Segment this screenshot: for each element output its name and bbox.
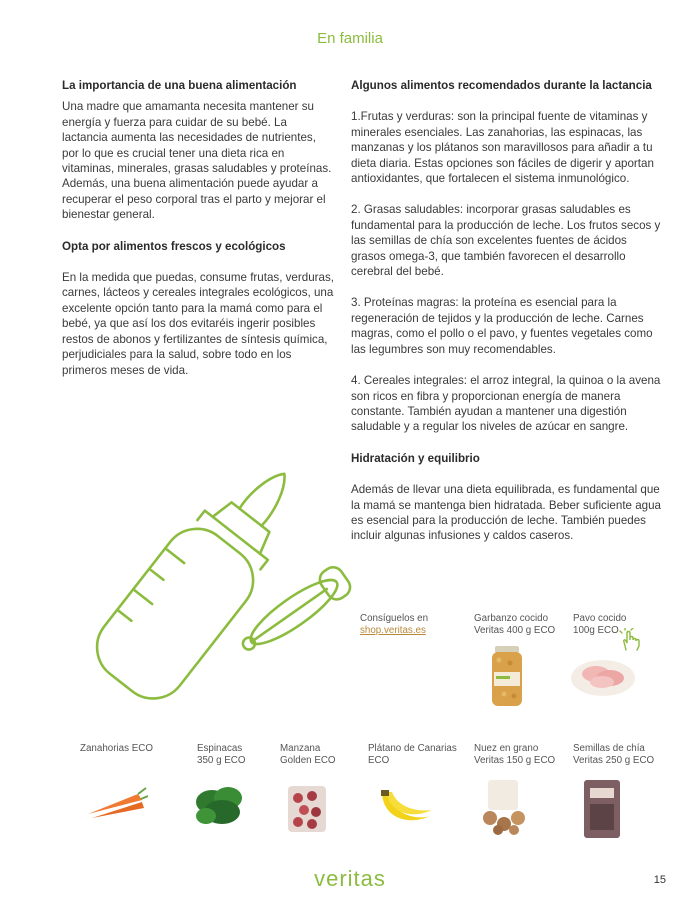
apple-bag-image (286, 784, 328, 834)
section-title: En familia (317, 30, 383, 47)
page-number: 15 (653, 874, 666, 886)
left-column (62, 78, 334, 394)
right-column (351, 78, 661, 560)
shop-link[interactable]: shop.veritas.es (360, 625, 426, 636)
list-item-proteins: 3. Proteínas magras: la proteína es esencial para la regeneración de tejidos y la producción de leche. Carnes magras, como el pollo o el pavo, y fuentes vegetales como las legumbres son muy recomendables. (351, 296, 653, 356)
product-label-espinacas: Espinacas 350 g ECO (197, 743, 246, 766)
product-label-platano: Plátano de Canarias ECO (368, 743, 457, 766)
spinach-image (192, 780, 250, 832)
bananas-image (378, 788, 434, 830)
baby-bottle-illustration (72, 402, 372, 712)
shop-label: Consíguelos en (360, 613, 429, 624)
list-item-cereals: 4. Cereales integrales: el arroz integral, la quinoa o la avena son ricos en fibra y proporcionan energía de manera constante. También ayudan a mantener una digestión saludable y a regular los niveles de azúcar en sangre. (351, 374, 661, 434)
veritas-logo: veritas (314, 866, 386, 886)
heading-nutrition: La importancia de una buena alimentación (62, 79, 297, 92)
paragraph-hydration: Además de llevar una dieta equilibrada, es fundamental que la mamá se mantenga bien hidratada. Beber suficiente agua es esencial para la producción de leche. También puedes incluir algunas infusiones y caldos caseros. (351, 483, 662, 543)
walnuts-bag-image (478, 778, 532, 836)
list-item-fruits: 1.Frutas y verduras: son la principal fuente de vitaminas y minerales esenciales. Las zanahorias, las espinacas, las manzanas y los plátanos son maravillosos para añadir a tu dieta diaria. Estas opciones son fáciles de digerir y aportan antioxidantes, que fortalecen el sistema inmunológico. (351, 110, 654, 186)
product-label-manzana: Manzana Golden ECO (280, 743, 336, 766)
garbanzo-jar-image (490, 646, 524, 708)
heading-organic: Opta por alimentos frescos y ecológicos (62, 239, 286, 253)
turkey-slices-image (570, 652, 636, 698)
list-item-fats: 2. Grasas saludables: incorporar grasas saludables es fundamental para la producción de leche. Los frutos secos y las semillas de chía son excelentes fuentes de ácidos grasos omega-3, que también favorecen el desarrollo cerebral del bebé. (351, 203, 661, 279)
carrots-image (86, 786, 148, 820)
product-label-chia: Semillas de chía Veritas 250 g ECO (573, 743, 655, 766)
hand-pointer-icon (618, 628, 644, 652)
paragraph-organic: En la medida que puedas, consume frutas, verduras, carnes, lácteos y cereales integrales ecológicos, una excelente opción tanto para la mamá como para el bebé, ya que así los dos evitaréis ingerir posibles restos de abonos y fertilizantes de síntesis química, perjudiciales para la salud, sobre todo en los primeros meses de vida. (62, 271, 334, 377)
product-label-garbanzo: Garbanzo cocido Veritas 400 g ECO (474, 613, 556, 636)
product-label-pavo: Pavo cocido 100g ECO (573, 613, 627, 636)
shop-callout (360, 613, 428, 637)
chia-bag-image (582, 778, 622, 840)
product-label-zanahorias: Zanahorias ECO (80, 743, 153, 754)
paragraph-nutrition: Una madre que amamanta necesita mantener su energía y fuerza para cuidar de su bebé. La lactancia aumenta las necesidades de nutrientes, por lo que es crucial tener una dieta rica en vitaminas, minerales, grasas saludables y proteínas. Además, una buena alimentación puede ayudar a recuperar el peso corporal tras el parto y mejorar el bienestar general. (62, 100, 332, 222)
heading-hydration: Hidratación y equilibrio (351, 451, 480, 465)
product-label-nuez: Nuez en grano Veritas 150 g ECO (474, 743, 556, 766)
heading-recommended-foods: Algunos alimentos recomendados durante la lactancia (351, 79, 652, 92)
